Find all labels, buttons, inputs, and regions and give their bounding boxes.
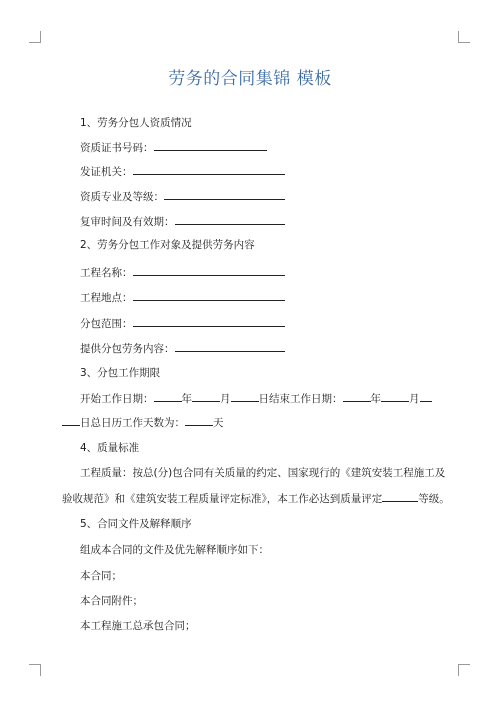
review-field[interactable] (80, 214, 285, 229)
page-corner-mark (29, 31, 41, 43)
month-label: 月 (409, 393, 420, 405)
work-period-line (80, 391, 432, 406)
section-heading: 5、合同文件及解释顺序 (80, 518, 192, 530)
paragraph-text: 验收规范》和《建筑安装工程质量评定标准》，本工作必达到质量评定 (62, 493, 383, 505)
issuer-field[interactable] (80, 164, 285, 179)
fill-blank[interactable] (62, 415, 80, 426)
work-days-line (62, 415, 224, 430)
field-label: 日总日历工作天数为： (80, 417, 185, 429)
fill-blank[interactable] (185, 415, 213, 426)
section-heading: 3、分包工作期限 (80, 367, 161, 379)
year-label: 年 (181, 393, 192, 405)
fill-blank[interactable] (133, 164, 285, 175)
cert-number-field[interactable] (80, 140, 267, 155)
page-corner-mark (29, 664, 41, 676)
section-heading: 2、劳务分包工作对象及提供劳务内容 (80, 239, 255, 251)
field-label: 资质专业及等级： (80, 191, 164, 203)
fill-blank[interactable] (133, 265, 285, 276)
list-item: 本合同附件； (80, 595, 143, 607)
project-site-field[interactable] (80, 290, 285, 305)
paragraph-text: 等级。 (418, 493, 450, 505)
list-item: 本工程施工总承包合同； (80, 620, 196, 632)
field-label: 开始工作日期： (80, 393, 154, 405)
page-corner-mark (458, 31, 470, 43)
fill-blank[interactable] (175, 341, 285, 352)
fill-blank[interactable] (343, 391, 371, 402)
fill-blank[interactable] (164, 189, 285, 200)
field-label: 资质证书号码： (80, 142, 154, 154)
month-label: 月 (220, 393, 231, 405)
page-corner-mark (458, 664, 470, 676)
section-heading: 1、劳务分包人资质情况 (80, 117, 192, 129)
year-label: 年 (370, 393, 381, 405)
field-label: 发证机关： (80, 166, 133, 178)
day-unit: 天 (213, 417, 224, 429)
quality-paragraph-line (62, 491, 450, 506)
project-name-field[interactable] (80, 265, 285, 280)
fill-blank[interactable] (133, 290, 285, 301)
field-label: 工程名称： (80, 267, 133, 279)
labor-content-field[interactable] (80, 341, 285, 356)
list-item: 本合同； (80, 570, 122, 582)
fill-blank[interactable] (381, 391, 409, 402)
fill-blank[interactable] (231, 391, 259, 402)
fill-blank[interactable] (154, 140, 267, 151)
grade-field[interactable] (80, 189, 285, 204)
document-title: 劳务的合同集锦 模板 (168, 69, 332, 89)
fill-blank[interactable] (192, 391, 220, 402)
field-label: 工程地点： (80, 292, 133, 304)
fill-blank[interactable] (154, 391, 182, 402)
fill-blank[interactable] (133, 316, 285, 327)
field-label: 日结束工作日期： (258, 393, 343, 405)
quality-paragraph-line: 工程质量：按总(分)包合同有关质量的约定、国家现行的《建筑安装工程施工及 (80, 467, 446, 479)
paragraph-text: 组成本合同的文件及优先解释顺序如下： (80, 544, 269, 556)
fill-blank[interactable] (420, 391, 432, 402)
fill-blank[interactable] (382, 491, 418, 502)
fill-blank[interactable] (175, 214, 285, 225)
scope-field[interactable] (80, 316, 285, 331)
field-label: 提供分包劳务内容： (80, 343, 175, 355)
field-label: 复审时间及有效期： (80, 216, 175, 228)
field-label: 分包范围： (80, 318, 133, 330)
section-heading: 4、质量标准 (80, 442, 140, 454)
